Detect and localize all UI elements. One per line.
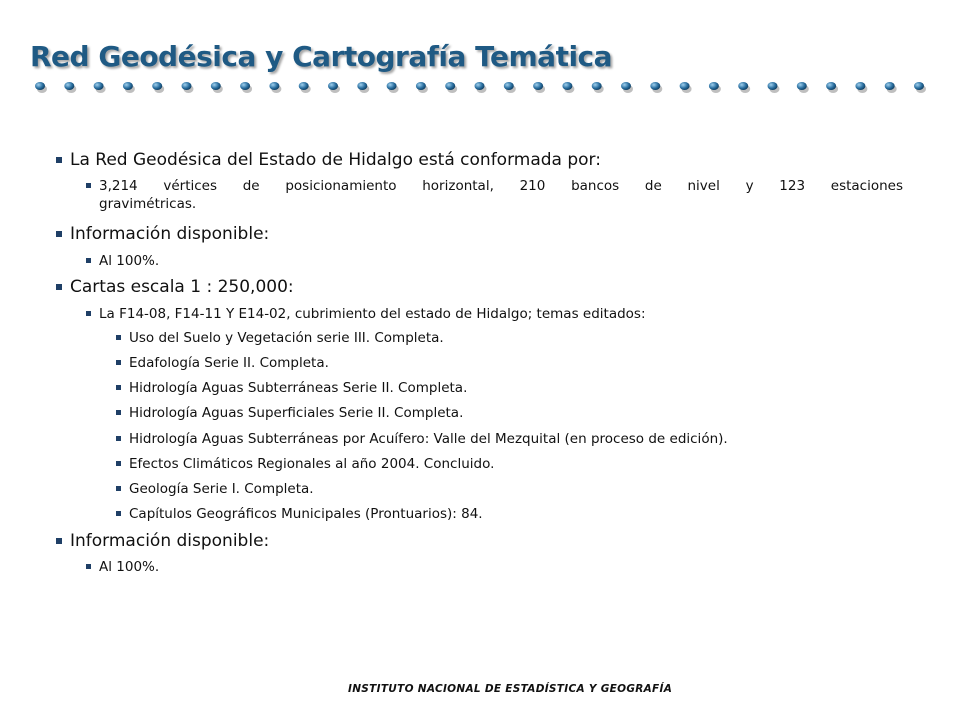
sub-bullet-text: Al 100%. bbox=[99, 253, 160, 269]
square-bullet-icon bbox=[116, 511, 121, 516]
sub-bullet-text-line2: gravimétricas. bbox=[99, 196, 197, 212]
square-bullet-icon bbox=[56, 231, 62, 237]
topic-text: Efectos Climáticos Regionales al año 2004. Concluido. bbox=[129, 456, 495, 472]
sub-bullet-vertices bbox=[86, 177, 903, 213]
sub-bullet-al-100-1 bbox=[86, 252, 159, 270]
square-bullet-icon bbox=[116, 360, 121, 365]
bullet-text: Cartas escala 1 : 250,000: bbox=[70, 277, 294, 297]
topic-text: Hidrología Aguas Subterráneas Serie II. Completa. bbox=[129, 380, 468, 396]
square-bullet-icon bbox=[86, 311, 91, 316]
topic-item bbox=[116, 379, 467, 397]
bullet-cartas-escala bbox=[56, 277, 294, 297]
bullet-text: Información disponible: bbox=[70, 224, 270, 244]
square-bullet-icon bbox=[116, 410, 121, 415]
sub-bullet-text-line1: 3,214 vértices de posicionamiento horizontal, 210 bancos de nivel y 123 estaciones bbox=[99, 178, 903, 194]
sub-bullet-al-100-2 bbox=[86, 558, 159, 576]
topic-text: Hidrología Aguas Subterráneas por Acuífero: Valle del Mezquital (en proceso de edición). bbox=[129, 431, 728, 447]
sub-bullet-cartas bbox=[86, 305, 646, 323]
square-bullet-icon bbox=[116, 436, 121, 441]
footer-institution: INSTITUTO NACIONAL DE ESTADÍSTICA Y GEOGRAFÍA bbox=[348, 683, 673, 695]
topic-text: Geología Serie I. Completa. bbox=[129, 481, 314, 497]
square-bullet-icon bbox=[86, 258, 91, 263]
topic-item bbox=[116, 505, 483, 523]
square-bullet-icon bbox=[116, 486, 121, 491]
square-bullet-icon bbox=[116, 461, 121, 466]
square-bullet-icon bbox=[56, 284, 62, 290]
square-bullet-icon bbox=[56, 538, 62, 544]
bullet-informacion-disponible-1 bbox=[56, 224, 269, 244]
topic-item bbox=[116, 404, 463, 422]
bullet-informacion-disponible-2 bbox=[56, 531, 269, 551]
bullet-text: Información disponible: bbox=[70, 531, 270, 551]
square-bullet-icon bbox=[116, 385, 121, 390]
topic-item bbox=[116, 455, 494, 473]
square-bullet-icon bbox=[86, 564, 91, 569]
square-bullet-icon bbox=[56, 157, 62, 163]
square-bullet-icon bbox=[116, 335, 121, 340]
sub-bullet-text: Al 100%. bbox=[99, 559, 160, 575]
topic-item bbox=[116, 430, 728, 448]
topic-text: Hidrología Aguas Superficiales Serie II. Completa. bbox=[129, 405, 464, 421]
topic-item bbox=[116, 354, 329, 372]
topic-item bbox=[116, 329, 444, 347]
topic-text: Edafología Serie II. Completa. bbox=[129, 355, 329, 371]
sub-bullet-content bbox=[99, 177, 903, 213]
sub-bullet-text: La F14-08, F14-11 Y E14-02, cubrimiento del estado de Hidalgo; temas editados: bbox=[99, 306, 646, 322]
page-title: Red Geodésica y Cartografía Temática bbox=[30, 40, 613, 73]
bullet-red-geodesica bbox=[56, 150, 601, 170]
topic-text: Capítulos Geográficos Municipales (Prontuarios): 84. bbox=[129, 506, 483, 522]
square-bullet-icon bbox=[86, 183, 91, 188]
bullet-text: La Red Geodésica del Estado de Hidalgo está conformada por: bbox=[70, 150, 601, 170]
topic-item bbox=[116, 480, 314, 498]
topic-text: Uso del Suelo y Vegetación serie III. Completa. bbox=[129, 330, 444, 346]
